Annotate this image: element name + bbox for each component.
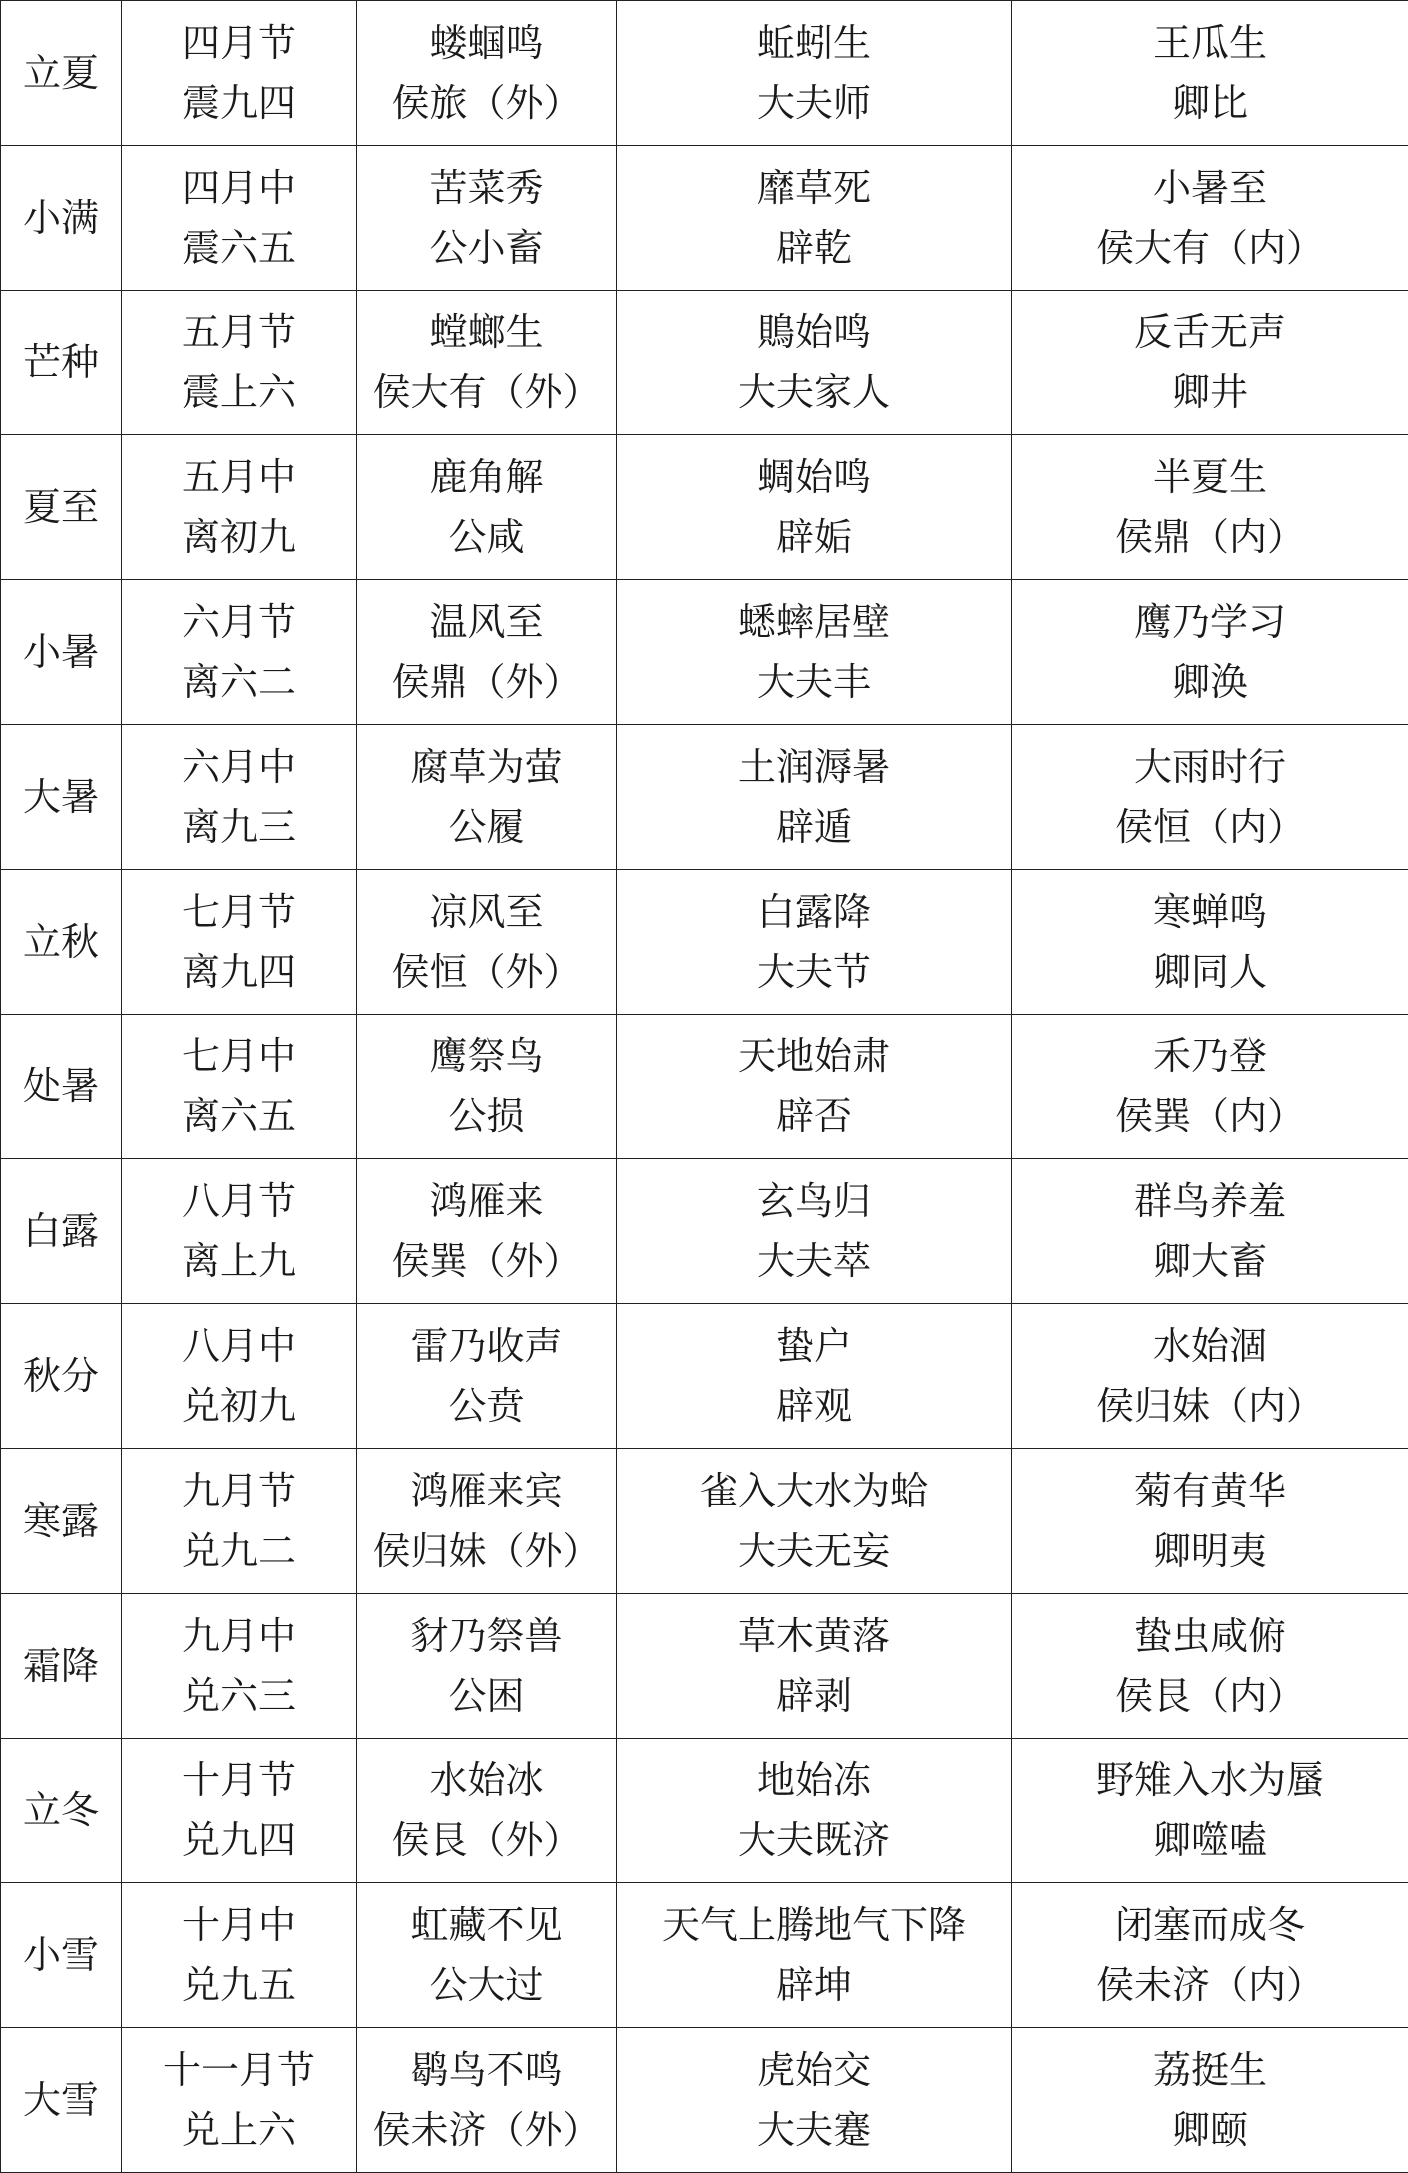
second-pentad-phenomenon: 虎始交	[617, 2040, 1011, 2100]
table-row	[1, 145, 1408, 290]
third-pentad-cell	[1012, 1014, 1408, 1159]
table-row	[1, 869, 1408, 1014]
third-pentad-cell	[1012, 1304, 1408, 1449]
first-pentad-cell	[357, 1304, 617, 1449]
month-label: 八月节	[122, 1171, 356, 1231]
second-pentad-cell	[617, 580, 1012, 725]
first-pentad-cell	[357, 1883, 617, 2028]
gua-yao-label: 离九三	[122, 797, 356, 857]
first-pentad-hexagram: 侯未济（外）	[357, 2100, 616, 2160]
first-pentad-phenomenon: 鹿角解	[357, 447, 616, 507]
second-pentad-cell	[617, 1159, 1012, 1304]
solar-term-name: 白露	[1, 1201, 121, 1261]
second-pentad-hexagram: 辟坤	[617, 1955, 1011, 2015]
second-pentad-phenomenon: 玄鸟归	[617, 1171, 1011, 1231]
third-pentad-phenomenon: 小暑至	[1012, 158, 1408, 218]
third-pentad-cell	[1012, 435, 1408, 580]
table-body	[1, 1, 1408, 2173]
second-pentad-cell	[617, 1883, 1012, 2028]
third-pentad-hexagram: 侯巽（内）	[1012, 1086, 1408, 1146]
third-pentad-hexagram: 侯恒（内）	[1012, 797, 1408, 857]
third-pentad-hexagram: 卿颐	[1012, 2100, 1408, 2160]
first-pentad-phenomenon: 鹖鸟不鸣	[357, 2040, 616, 2100]
third-pentad-cell	[1012, 724, 1408, 869]
second-pentad-cell	[617, 724, 1012, 869]
table-row	[1, 290, 1408, 435]
first-pentad-phenomenon: 鸿雁来	[357, 1171, 616, 1231]
month-gua-cell	[122, 290, 357, 435]
solar-term-cell	[1, 580, 122, 725]
month-gua-cell	[122, 1883, 357, 2028]
second-pentad-phenomenon: 蟋蟀居壁	[617, 592, 1011, 652]
first-pentad-cell	[357, 724, 617, 869]
solar-term-name: 芒种	[1, 332, 121, 392]
third-pentad-phenomenon: 群鸟养羞	[1012, 1171, 1408, 1231]
first-pentad-phenomenon: 豺乃祭兽	[357, 1606, 616, 1666]
solar-term-cell	[1, 724, 122, 869]
solar-term-cell	[1, 1304, 122, 1449]
table-row	[1, 1014, 1408, 1159]
month-gua-cell	[122, 1593, 357, 1738]
third-pentad-phenomenon: 菊有黄华	[1012, 1461, 1408, 1521]
month-gua-cell	[122, 869, 357, 1014]
table-row	[1, 2028, 1408, 2173]
third-pentad-phenomenon: 禾乃登	[1012, 1026, 1408, 1086]
first-pentad-hexagram: 侯大有（外）	[357, 362, 616, 422]
third-pentad-hexagram: 卿井	[1012, 362, 1408, 422]
third-pentad-phenomenon: 荔挺生	[1012, 2040, 1408, 2100]
second-pentad-hexagram: 大夫师	[617, 73, 1011, 133]
first-pentad-cell	[357, 2028, 617, 2173]
third-pentad-hexagram: 卿噬嗑	[1012, 1810, 1408, 1870]
third-pentad-hexagram: 卿大畜	[1012, 1231, 1408, 1291]
third-pentad-cell	[1012, 1159, 1408, 1304]
table-row	[1, 1159, 1408, 1304]
first-pentad-cell	[357, 1593, 617, 1738]
first-pentad-cell	[357, 1159, 617, 1304]
gua-yao-label: 震九四	[122, 73, 356, 133]
third-pentad-hexagram: 卿明夷	[1012, 1521, 1408, 1581]
second-pentad-phenomenon: 草木黄落	[617, 1606, 1011, 1666]
second-pentad-cell	[617, 145, 1012, 290]
month-gua-cell	[122, 1448, 357, 1593]
first-pentad-phenomenon: 水始冰	[357, 1750, 616, 1810]
first-pentad-cell	[357, 1448, 617, 1593]
month-gua-cell	[122, 1738, 357, 1883]
table-row	[1, 1738, 1408, 1883]
third-pentad-hexagram: 卿涣	[1012, 652, 1408, 712]
second-pentad-hexagram: 大夫丰	[617, 652, 1011, 712]
month-label: 四月节	[122, 13, 356, 73]
second-pentad-hexagram: 大夫蹇	[617, 2100, 1011, 2160]
solar-term-name: 寒露	[1, 1491, 121, 1551]
first-pentad-hexagram: 侯归妹（外）	[357, 1521, 616, 1581]
first-pentad-phenomenon: 鸿雁来宾	[357, 1461, 616, 1521]
month-gua-cell	[122, 1014, 357, 1159]
solar-term-cell	[1, 1448, 122, 1593]
month-label: 十月中	[122, 1895, 356, 1955]
first-pentad-hexagram: 公履	[357, 797, 616, 857]
gua-yao-label: 离上九	[122, 1231, 356, 1291]
second-pentad-hexagram: 辟遁	[617, 797, 1011, 857]
table-row	[1, 1, 1408, 146]
month-label: 七月中	[122, 1026, 356, 1086]
second-pentad-cell	[617, 435, 1012, 580]
month-label: 九月节	[122, 1461, 356, 1521]
first-pentad-hexagram: 侯恒（外）	[357, 942, 616, 1002]
month-label: 七月节	[122, 882, 356, 942]
solar-term-name: 立冬	[1, 1780, 121, 1840]
first-pentad-cell	[357, 1014, 617, 1159]
month-gua-cell	[122, 724, 357, 869]
first-pentad-cell	[357, 580, 617, 725]
solar-term-name: 立秋	[1, 912, 121, 972]
first-pentad-hexagram: 公损	[357, 1086, 616, 1146]
month-label: 四月中	[122, 158, 356, 218]
first-pentad-cell	[357, 869, 617, 1014]
solar-term-cell	[1, 290, 122, 435]
second-pentad-phenomenon: 蛰户	[617, 1316, 1011, 1376]
month-label: 十一月节	[122, 2040, 356, 2100]
solar-term-cell	[1, 869, 122, 1014]
first-pentad-hexagram: 公小畜	[357, 218, 616, 278]
month-label: 五月中	[122, 447, 356, 507]
third-pentad-cell	[1012, 145, 1408, 290]
third-pentad-hexagram: 侯归妹（内）	[1012, 1376, 1408, 1436]
first-pentad-hexagram: 侯鼎（外）	[357, 652, 616, 712]
table-row	[1, 724, 1408, 869]
gua-yao-label: 兑九四	[122, 1810, 356, 1870]
gua-yao-label: 离六二	[122, 652, 356, 712]
month-label: 十月节	[122, 1750, 356, 1810]
solar-term-name: 小满	[1, 188, 121, 248]
second-pentad-phenomenon: 鵙始鸣	[617, 302, 1011, 362]
first-pentad-phenomenon: 虹藏不见	[357, 1895, 616, 1955]
solar-term-name: 秋分	[1, 1346, 121, 1406]
first-pentad-hexagram: 公咸	[357, 507, 616, 567]
table-row	[1, 435, 1408, 580]
third-pentad-hexagram: 侯鼎（内）	[1012, 507, 1408, 567]
third-pentad-phenomenon: 半夏生	[1012, 447, 1408, 507]
third-pentad-cell	[1012, 1738, 1408, 1883]
solar-term-cell	[1, 2028, 122, 2173]
first-pentad-cell	[357, 145, 617, 290]
second-pentad-hexagram: 辟否	[617, 1086, 1011, 1146]
table-row	[1, 1448, 1408, 1593]
second-pentad-hexagram: 辟剥	[617, 1666, 1011, 1726]
second-pentad-hexagram: 大夫无妄	[617, 1521, 1011, 1581]
solar-term-name: 小暑	[1, 622, 121, 682]
third-pentad-phenomenon: 寒蝉鸣	[1012, 882, 1408, 942]
gua-yao-label: 离九四	[122, 942, 356, 1002]
solar-term-name: 大雪	[1, 2070, 121, 2130]
solar-term-name: 大暑	[1, 767, 121, 827]
solar-term-cell	[1, 145, 122, 290]
month-label: 九月中	[122, 1606, 356, 1666]
month-label: 五月节	[122, 302, 356, 362]
table-row	[1, 1593, 1408, 1738]
third-pentad-phenomenon: 闭塞而成冬	[1012, 1895, 1408, 1955]
solar-term-cell	[1, 1738, 122, 1883]
second-pentad-cell	[617, 1304, 1012, 1449]
second-pentad-phenomenon: 雀入大水为蛤	[617, 1461, 1011, 1521]
third-pentad-phenomenon: 大雨时行	[1012, 737, 1408, 797]
first-pentad-phenomenon: 腐草为萤	[357, 737, 616, 797]
first-pentad-phenomenon: 雷乃收声	[357, 1316, 616, 1376]
third-pentad-hexagram: 卿同人	[1012, 942, 1408, 1002]
gua-yao-label: 离初九	[122, 507, 356, 567]
third-pentad-cell	[1012, 1593, 1408, 1738]
solar-term-cell	[1, 1883, 122, 2028]
first-pentad-cell	[357, 1, 617, 146]
second-pentad-hexagram: 辟姤	[617, 507, 1011, 567]
month-gua-cell	[122, 2028, 357, 2173]
third-pentad-hexagram: 侯艮（内）	[1012, 1666, 1408, 1726]
table-row	[1, 1304, 1408, 1449]
first-pentad-phenomenon: 凉风至	[357, 882, 616, 942]
second-pentad-cell	[617, 290, 1012, 435]
gua-yao-label: 兑上六	[122, 2100, 356, 2160]
solar-term-cell	[1, 1, 122, 146]
first-pentad-cell	[357, 290, 617, 435]
third-pentad-phenomenon: 反舌无声	[1012, 302, 1408, 362]
first-pentad-phenomenon: 螳螂生	[357, 302, 616, 362]
second-pentad-cell	[617, 1448, 1012, 1593]
third-pentad-cell	[1012, 2028, 1408, 2173]
second-pentad-cell	[617, 1738, 1012, 1883]
third-pentad-phenomenon: 鹰乃学习	[1012, 592, 1408, 652]
second-pentad-hexagram: 大夫萃	[617, 1231, 1011, 1291]
gua-yao-label: 离六五	[122, 1086, 356, 1146]
second-pentad-phenomenon: 天地始肃	[617, 1026, 1011, 1086]
solar-term-cell	[1, 1014, 122, 1159]
second-pentad-phenomenon: 蚯蚓生	[617, 13, 1011, 73]
second-pentad-hexagram: 辟乾	[617, 218, 1011, 278]
third-pentad-hexagram: 卿比	[1012, 73, 1408, 133]
gua-yao-label: 震上六	[122, 362, 356, 422]
third-pentad-phenomenon: 水始涸	[1012, 1316, 1408, 1376]
third-pentad-hexagram: 侯大有（内）	[1012, 218, 1408, 278]
gua-yao-label: 兑九二	[122, 1521, 356, 1581]
month-label: 六月中	[122, 737, 356, 797]
first-pentad-phenomenon: 苦菜秀	[357, 158, 616, 218]
third-pentad-hexagram: 侯未济（内）	[1012, 1955, 1408, 2015]
third-pentad-cell	[1012, 1883, 1408, 2028]
second-pentad-phenomenon: 天气上腾地气下降	[617, 1895, 1011, 1955]
table-row	[1, 1883, 1408, 2028]
first-pentad-cell	[357, 1738, 617, 1883]
second-pentad-phenomenon: 蜩始鸣	[617, 447, 1011, 507]
solar-term-cell	[1, 1159, 122, 1304]
first-pentad-hexagram: 公贲	[357, 1376, 616, 1436]
second-pentad-phenomenon: 白露降	[617, 882, 1011, 942]
gua-yao-label: 兑初九	[122, 1376, 356, 1436]
solar-term-cell	[1, 1593, 122, 1738]
second-pentad-cell	[617, 2028, 1012, 2173]
second-pentad-hexagram: 大夫节	[617, 942, 1011, 1002]
gua-yao-label: 兑六三	[122, 1666, 356, 1726]
third-pentad-phenomenon: 野雉入水为蜃	[1012, 1750, 1408, 1810]
gua-yao-label: 兑九五	[122, 1955, 356, 2015]
month-gua-cell	[122, 1, 357, 146]
month-gua-cell	[122, 435, 357, 580]
gua-yao-label: 震六五	[122, 218, 356, 278]
second-pentad-phenomenon: 土润溽暑	[617, 737, 1011, 797]
first-pentad-hexagram: 公困	[357, 1666, 616, 1726]
solar-term-name: 夏至	[1, 477, 121, 537]
third-pentad-cell	[1012, 869, 1408, 1014]
first-pentad-cell	[357, 435, 617, 580]
first-pentad-hexagram: 侯旅（外）	[357, 73, 616, 133]
solar-term-name: 处暑	[1, 1056, 121, 1116]
third-pentad-cell	[1012, 1, 1408, 146]
second-pentad-cell	[617, 1593, 1012, 1738]
table-row	[1, 580, 1408, 725]
first-pentad-hexagram: 公大过	[357, 1955, 616, 2015]
first-pentad-hexagram: 侯巽（外）	[357, 1231, 616, 1291]
solar-term-cell	[1, 435, 122, 580]
third-pentad-cell	[1012, 580, 1408, 725]
second-pentad-cell	[617, 1, 1012, 146]
second-pentad-hexagram: 辟观	[617, 1376, 1011, 1436]
first-pentad-phenomenon: 蝼蝈鸣	[357, 13, 616, 73]
solar-term-name: 霜降	[1, 1636, 121, 1696]
first-pentad-hexagram: 侯艮（外）	[357, 1810, 616, 1870]
month-gua-cell	[122, 1304, 357, 1449]
month-gua-cell	[122, 145, 357, 290]
second-pentad-hexagram: 大夫既济	[617, 1810, 1011, 1870]
solar-term-name: 立夏	[1, 43, 121, 103]
month-label: 八月中	[122, 1316, 356, 1376]
solar-term-name: 小雪	[1, 1925, 121, 1985]
first-pentad-phenomenon: 温风至	[357, 592, 616, 652]
third-pentad-cell	[1012, 1448, 1408, 1593]
second-pentad-hexagram: 大夫家人	[617, 362, 1011, 422]
third-pentad-cell	[1012, 290, 1408, 435]
month-label: 六月节	[122, 592, 356, 652]
month-gua-cell	[122, 580, 357, 725]
second-pentad-cell	[617, 1014, 1012, 1159]
second-pentad-cell	[617, 869, 1012, 1014]
month-gua-cell	[122, 1159, 357, 1304]
first-pentad-phenomenon: 鹰祭鸟	[357, 1026, 616, 1086]
third-pentad-phenomenon: 王瓜生	[1012, 13, 1408, 73]
second-pentad-phenomenon: 靡草死	[617, 158, 1011, 218]
second-pentad-phenomenon: 地始冻	[617, 1750, 1011, 1810]
third-pentad-phenomenon: 蛰虫咸俯	[1012, 1606, 1408, 1666]
